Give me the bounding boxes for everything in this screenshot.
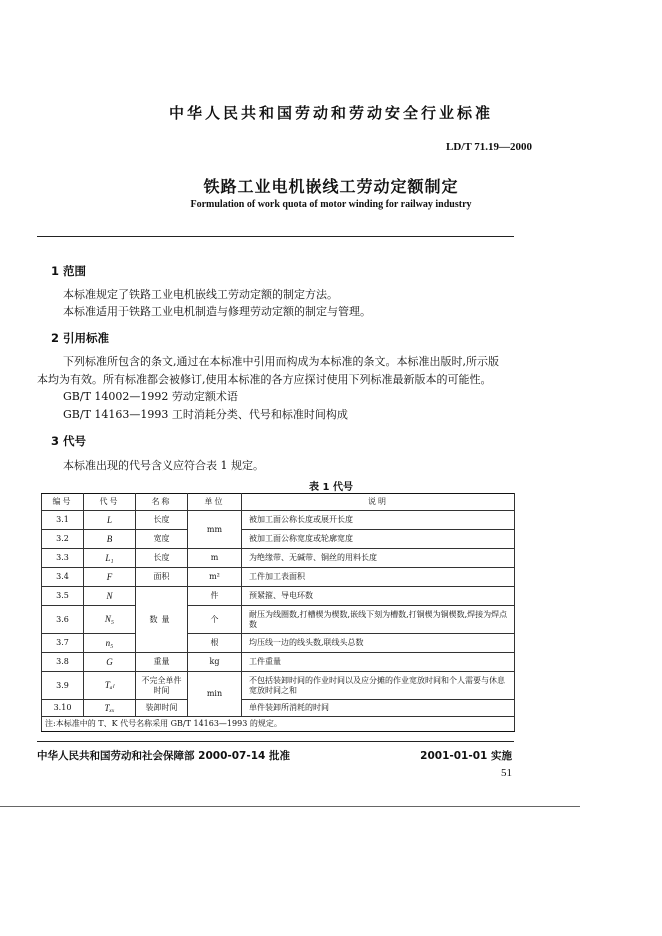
cell-no: 3.1 bbox=[42, 511, 84, 530]
cell-name: 数量 bbox=[136, 587, 188, 653]
cell-code: Tₓₓ bbox=[84, 700, 136, 717]
cell-desc: 为绝缘带、无碱带、铜丝的用料长度 bbox=[242, 549, 515, 568]
header-divider bbox=[37, 236, 514, 237]
cell-unit: m bbox=[188, 549, 242, 568]
header-cell: 代号 bbox=[84, 494, 136, 511]
cell-code: F bbox=[84, 568, 136, 587]
cell-name: 重量 bbox=[136, 653, 188, 672]
cell-desc: 均压线一边的线头数,联线头总数 bbox=[242, 634, 515, 653]
cell-name: 宽度 bbox=[136, 530, 188, 549]
standard-number: LD/T 71.19—2000 bbox=[446, 141, 532, 153]
section-heading: 1 范围 bbox=[51, 264, 87, 278]
cell-no: 3.3 bbox=[42, 549, 84, 568]
cell-unit: min bbox=[188, 672, 242, 717]
cell-name: 装卸时间 bbox=[136, 700, 188, 717]
cell-no: 3.5 bbox=[42, 587, 84, 606]
table-row bbox=[42, 634, 515, 653]
cell-desc: 工件加工表面积 bbox=[242, 568, 515, 587]
cell-desc: 预紧箍、导电环数 bbox=[242, 587, 515, 606]
cell-name: 长度 bbox=[136, 511, 188, 530]
effective-date: 2001-01-01 实施 bbox=[420, 750, 512, 762]
table-row bbox=[42, 511, 515, 530]
paragraph: 本标准出现的代号含义应符合表 1 规定。 bbox=[63, 459, 264, 472]
cell-unit: 件 bbox=[188, 587, 242, 606]
header-cell: 单位 bbox=[188, 494, 242, 511]
document-title-cn: 铁路工业电机嵌线工劳动定额制定 bbox=[203, 177, 459, 196]
header-cell: 编号 bbox=[42, 494, 84, 511]
page-bottom-rule bbox=[0, 806, 580, 807]
page-number: 51 bbox=[501, 767, 512, 779]
cell-code: L₁ bbox=[84, 549, 136, 568]
paragraph: 本标准规定了铁路工业电机嵌线工劳动定额的制定方法。 bbox=[63, 288, 338, 301]
cell-code: N bbox=[84, 587, 136, 606]
cell-no: 3.4 bbox=[42, 568, 84, 587]
cell-code: L bbox=[84, 511, 136, 530]
cell-unit: kg bbox=[188, 653, 242, 672]
cell-code: G bbox=[84, 653, 136, 672]
cell-code: B bbox=[84, 530, 136, 549]
cell-desc: 工件重量 bbox=[242, 653, 515, 672]
table-note: 注:本标准中的 T、K 代号名称采用 GB/T 14163—1993 的规定。 bbox=[42, 717, 515, 732]
section-heading: 2 引用标准 bbox=[51, 331, 110, 345]
cell-no: 3.8 bbox=[42, 653, 84, 672]
paragraph: 下列标准所包含的条文,通过在本标准中引用而构成为本标准的条文。本标准出版时,所示版 bbox=[63, 355, 499, 368]
paragraph: 本均为有效。所有标准都会被修订,使用本标准的各方应探讨使用下列标准最新版本的可能性。 bbox=[37, 373, 492, 386]
code-table bbox=[41, 493, 515, 732]
table-row bbox=[42, 672, 515, 700]
cell-name: 长度 bbox=[136, 549, 188, 568]
cell-code: N₅ bbox=[84, 606, 136, 634]
table-row bbox=[42, 568, 515, 587]
cell-code: n₅ bbox=[84, 634, 136, 653]
cell-code: Tₐₗ bbox=[84, 672, 136, 700]
cell-desc: 不包括装卸时间的作业时间以及应分摊的作业宽放时间和个人需要与休息宽放时间之和 bbox=[242, 672, 515, 700]
footer-divider bbox=[37, 741, 514, 742]
cell-no: 3.6 bbox=[42, 606, 84, 634]
cell-name: 不完全单件时间 bbox=[136, 672, 188, 700]
cell-desc: 被加工面公称长度或展开长度 bbox=[242, 511, 515, 530]
table-row bbox=[42, 653, 515, 672]
document-title-en: Formulation of work quota of motor winding for railway industry bbox=[190, 199, 472, 210]
cell-name: 面积 bbox=[136, 568, 188, 587]
paragraph: 本标准适用于铁路工业电机制造与修理劳动定额的制定与管理。 bbox=[63, 305, 371, 318]
ministry-header: 中华人民共和国劳动和劳动安全行业标准 bbox=[168, 104, 493, 122]
cell-no: 3.7 bbox=[42, 634, 84, 653]
table-row bbox=[42, 587, 515, 606]
cell-unit: 个 bbox=[188, 606, 242, 634]
cell-desc: 单件装卸所消耗的时间 bbox=[242, 700, 515, 717]
table-row bbox=[42, 530, 515, 549]
cell-no: 3.2 bbox=[42, 530, 84, 549]
cell-desc: 被加工面公称宽度或轮廓宽度 bbox=[242, 530, 515, 549]
header-cell: 名称 bbox=[136, 494, 188, 511]
table-row bbox=[42, 700, 515, 717]
cell-unit: m² bbox=[188, 568, 242, 587]
approval-statement: 中华人民共和国劳动和社会保障部 2000-07-14 批准 bbox=[37, 750, 290, 762]
table-header-row bbox=[42, 494, 515, 511]
reference-item: GB/T 14163—1993 工时消耗分类、代号和标准时间构成 bbox=[63, 408, 348, 421]
table-row bbox=[42, 606, 515, 634]
table-row bbox=[42, 549, 515, 568]
reference-item: GB/T 14002—1992 劳动定额术语 bbox=[63, 390, 238, 403]
header-cell: 说明 bbox=[242, 494, 515, 511]
table-caption: 表 1 代号 bbox=[309, 482, 353, 493]
cell-unit: mm bbox=[188, 511, 242, 549]
cell-desc: 耐压为线圈数,打槽楔为楔数,嵌线下刻为槽数,打铜楔为铜楔数,焊接为焊点数 bbox=[242, 606, 515, 634]
cell-no: 3.9 bbox=[42, 672, 84, 700]
cell-no: 3.10 bbox=[42, 700, 84, 717]
cell-unit: 根 bbox=[188, 634, 242, 653]
table-note-row bbox=[42, 717, 515, 732]
section-heading: 3 代号 bbox=[51, 434, 87, 448]
